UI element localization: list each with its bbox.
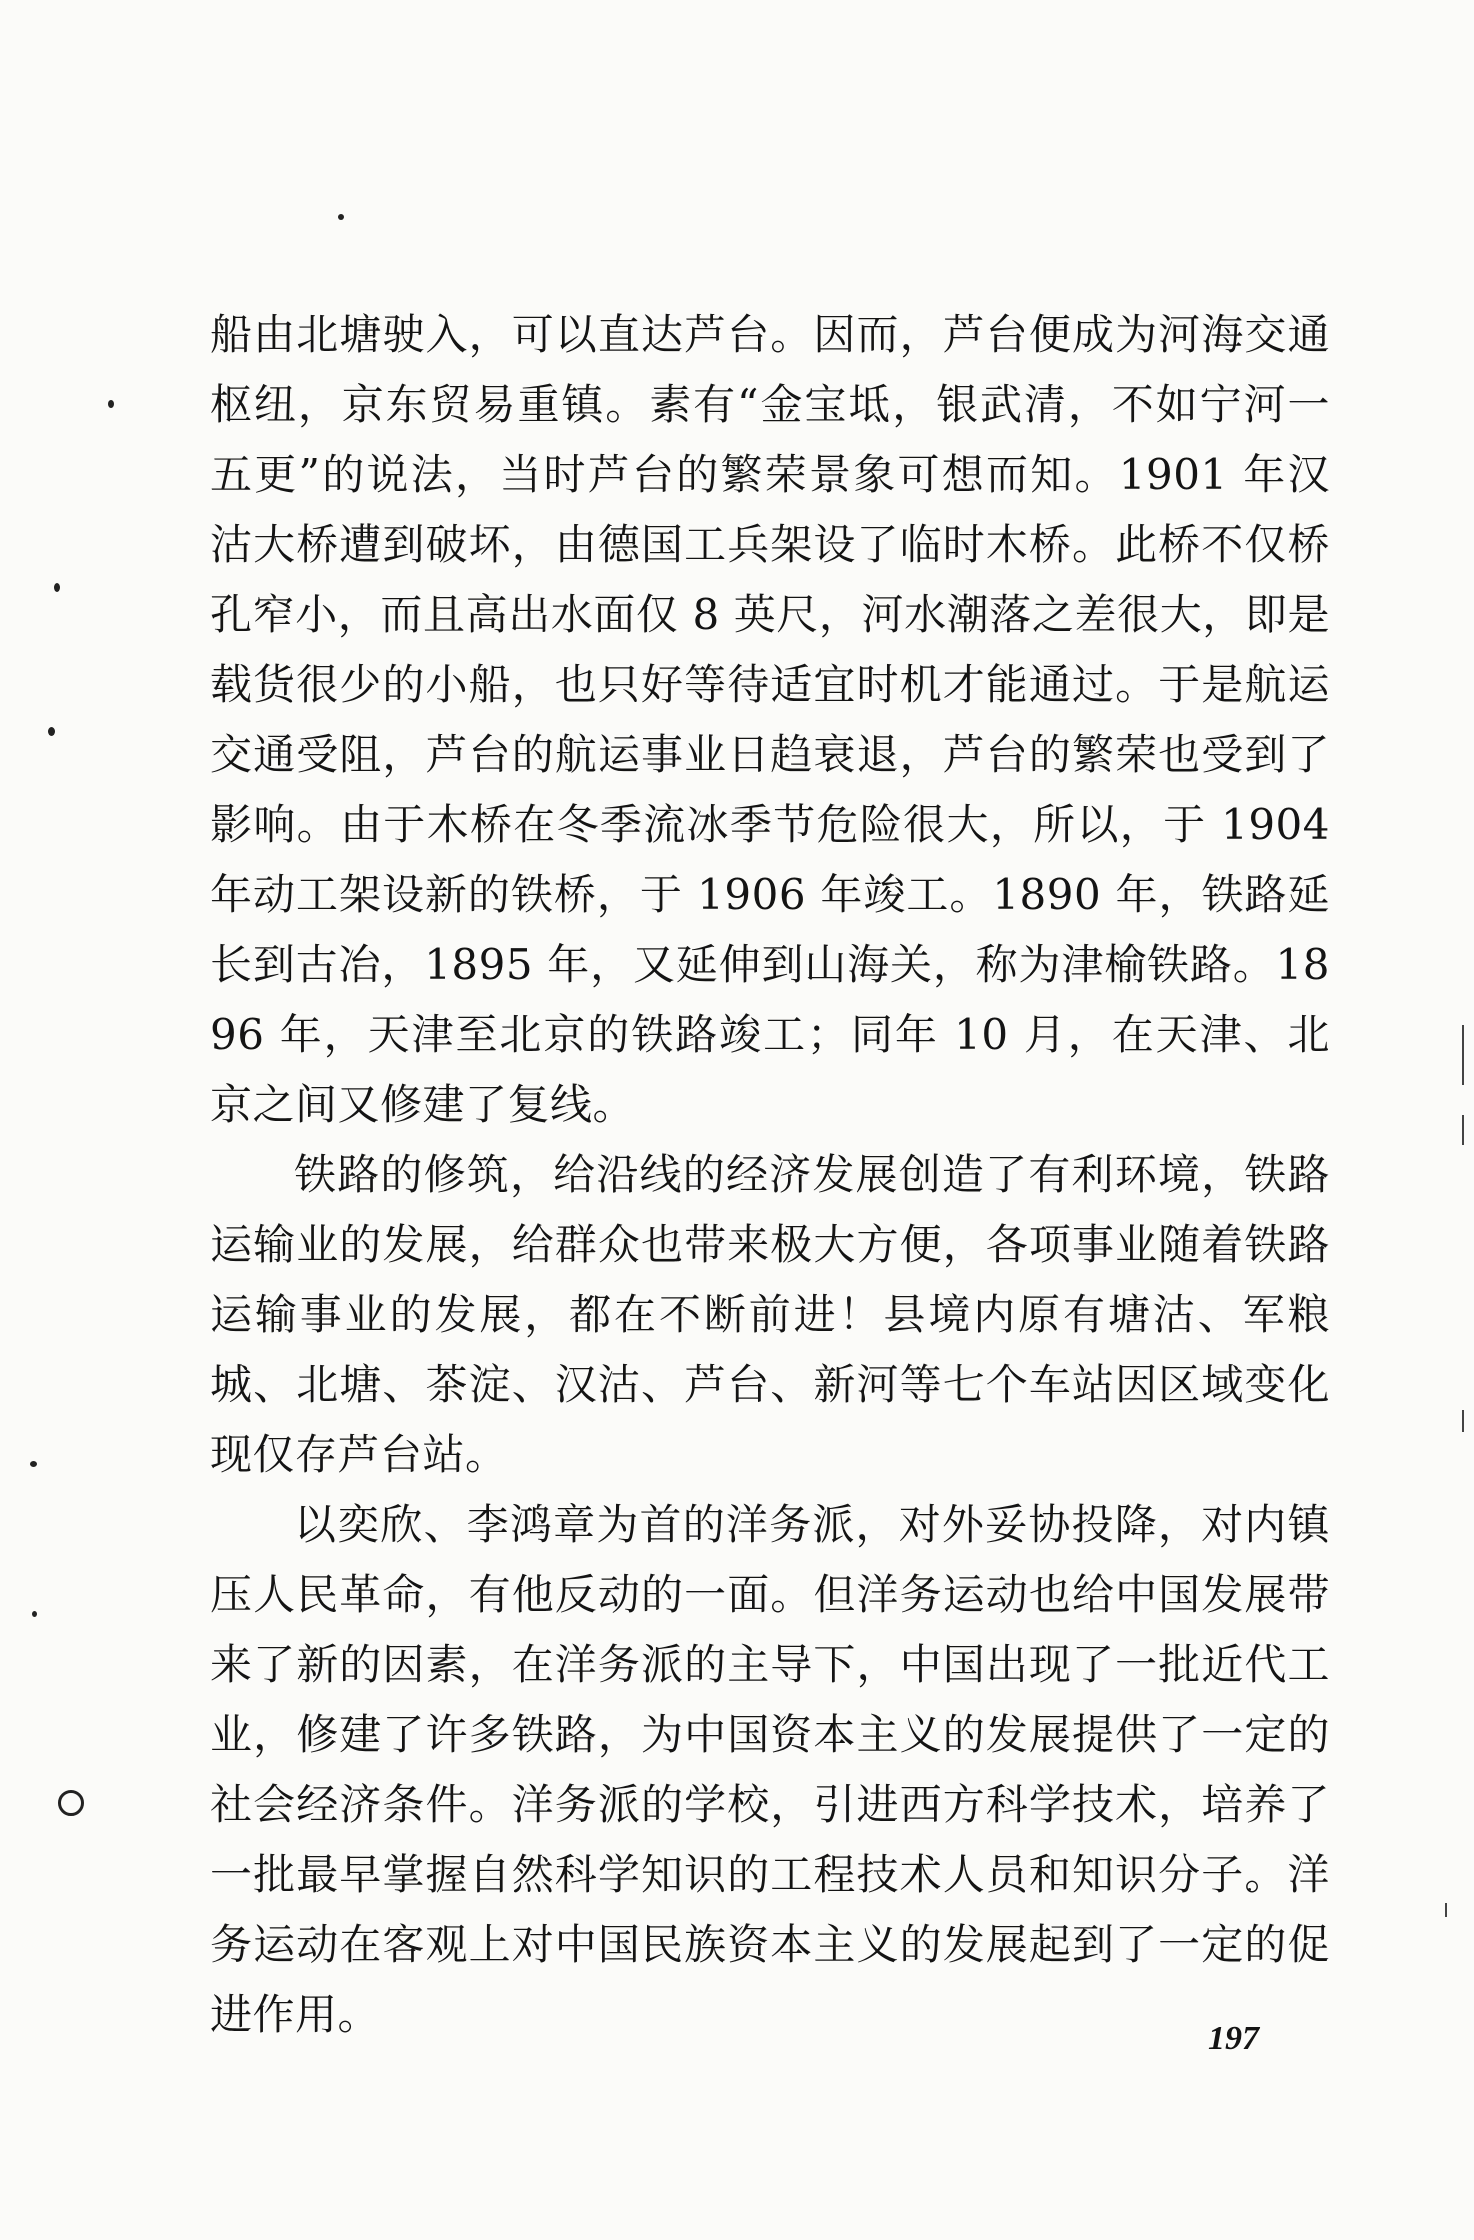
scan-speck (30, 1461, 37, 1467)
paragraph-3: 以奕欣、李鸿章为首的洋务派，对外妥协投降，对内镇压人民革命，有他反动的一面。但洋务运动也给中国发展带来了新的因素，在洋务派的主导下，中国出现了一批近代工业，修建了许多铁路，为中国资本主义的发展提供了一定的社会经济条件。洋务派的学校，引进西方科学技术，培养了一批最早掌握自然科学知识的工程技术人员和知识分子。洋务运动在客观上对中国民族资本主义的发展起到了一定的促进作用。 (210, 1500, 1330, 2039)
scan-ring-mark (58, 1790, 84, 1816)
page-number: 197 (1208, 2020, 1259, 2057)
paragraph-1: 船由北塘驶入，可以直达芦台。因而，芦台便成为河海交通枢纽，京东贸易重镇。素有“金宝坻，银武清，不如宁河一五更”的说法，当时芦台的繁荣景象可想而知。1901 年汉沽大桥遭到破坏，由德国工兵架设了临时木桥。此桥不仅桥孔窄小，而且高出水面仅 8 英尺，河水潮落之差很大，即是载货很少的小船，也只好等待适宜时机才能通过。于是航运交通受阻，芦台的航运事业日趋衰退，芦台的繁荣也受到了影响。由于木桥在冬季流冰季节危险很大，所以，于 1904 年动工架设新的铁桥，于 1906 年竣工。1890 年，铁路延长到古冶，1895 年，又延伸到山海关，称为津榆铁路。1896 年，天津至北京的铁路竣工；同年 10 月，在天津、北京之间又修建了复线。 (210, 310, 1330, 1129)
scan-speck (338, 214, 344, 220)
scan-margin-tick (1445, 1903, 1447, 1917)
paragraph-2: 铁路的修筑，给沿线的经济发展创造了有利环境，铁路运输业的发展，给群众也带来极大方便，各项事业随着铁路运输事业的发展，都在不断前进！县境内原有塘沽、军粮城、北塘、茶淀、汉沽、芦台、新河等七个车站因区域变化现仅存芦台站。 (210, 1150, 1330, 1479)
scan-margin-tick (1462, 1025, 1464, 1085)
scan-speck (54, 583, 60, 592)
scan-speck (32, 1611, 37, 1617)
scan-speck (48, 727, 55, 736)
body-text (210, 300, 1330, 2050)
scan-speck (108, 400, 114, 408)
scan-margin-tick (1462, 1410, 1464, 1432)
scan-margin-tick (1462, 1115, 1464, 1145)
